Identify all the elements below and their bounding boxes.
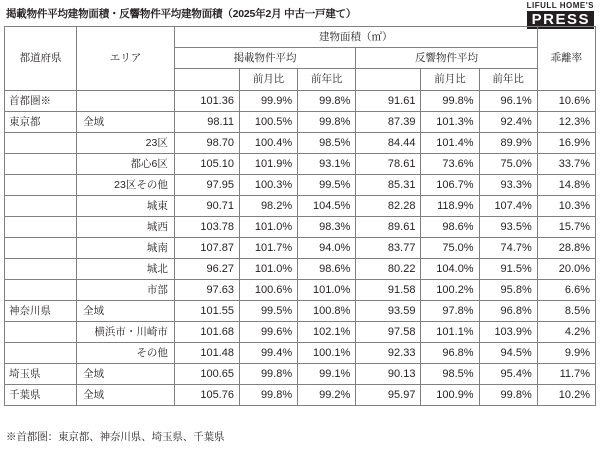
table-row [5, 259, 596, 280]
table-row [5, 112, 596, 133]
cell-prefecture: 首都圏※ [5, 91, 77, 112]
cell-listed-value: 100.65 [174, 364, 239, 385]
cell-response-mom: 101.4% [421, 133, 479, 154]
cell-response-yoy: 107.4% [479, 196, 537, 217]
cell-prefecture [5, 133, 77, 154]
cell-listed-mom: 98.2% [239, 196, 297, 217]
cell-listed-value: 97.95 [174, 175, 239, 196]
cell-area: 城北 [77, 259, 175, 280]
cell-listed-value: 107.87 [174, 238, 239, 259]
cell-listed-yoy: 99.8% [298, 112, 356, 133]
cell-response-value: 87.39 [356, 112, 421, 133]
cell-prefecture: 東京都 [5, 112, 77, 133]
cell-listed-yoy: 98.5% [298, 133, 356, 154]
cell-divergence: 11.7% [537, 364, 595, 385]
header-building-area: 建物面積（㎡） [174, 27, 537, 48]
header-response-mom: 前月比 [421, 69, 479, 91]
cell-area: 全域 [77, 364, 175, 385]
cell-listed-mom: 99.9% [239, 91, 297, 112]
cell-listed-yoy: 100.8% [298, 301, 356, 322]
table-row [5, 385, 596, 406]
cell-divergence: 16.9% [537, 133, 595, 154]
footnote: ※首都圏：東京都、神奈川県、埼玉県、千葉県 [6, 431, 225, 443]
cell-area: 城南 [77, 238, 175, 259]
cell-area: 市部 [77, 280, 175, 301]
cell-response-mom: 100.9% [421, 385, 479, 406]
cell-divergence: 33.7% [537, 154, 595, 175]
cell-divergence: 20.0% [537, 259, 595, 280]
cell-response-mom: 75.0% [421, 238, 479, 259]
table-row [5, 196, 596, 217]
cell-listed-value: 96.27 [174, 259, 239, 280]
cell-response-mom: 104.0% [421, 259, 479, 280]
cell-area [77, 91, 175, 112]
cell-response-mom: 98.5% [421, 364, 479, 385]
cell-response-yoy: 99.8% [479, 385, 537, 406]
cell-listed-yoy: 101.0% [298, 280, 356, 301]
cell-divergence: 15.7% [537, 217, 595, 238]
cell-listed-mom: 100.3% [239, 175, 297, 196]
cell-response-yoy: 75.0% [479, 154, 537, 175]
cell-area: 全域 [77, 385, 175, 406]
cell-prefecture [5, 175, 77, 196]
cell-prefecture [5, 196, 77, 217]
cell-response-mom: 96.8% [421, 343, 479, 364]
cell-response-yoy: 96.8% [479, 301, 537, 322]
table-row [5, 301, 596, 322]
cell-response-mom: 101.3% [421, 112, 479, 133]
cell-listed-yoy: 99.1% [298, 364, 356, 385]
cell-response-yoy: 96.1% [479, 91, 537, 112]
cell-response-yoy: 74.7% [479, 238, 537, 259]
cell-divergence: 14.8% [537, 175, 595, 196]
cell-response-value: 95.97 [356, 385, 421, 406]
cell-prefecture: 埼玉県 [5, 364, 77, 385]
cell-prefecture: 千葉県 [5, 385, 77, 406]
cell-response-yoy: 94.5% [479, 343, 537, 364]
cell-response-mom: 118.9% [421, 196, 479, 217]
table-row [5, 175, 596, 196]
building-area-table [4, 26, 596, 406]
table-body [5, 91, 596, 406]
cell-listed-mom: 101.0% [239, 217, 297, 238]
cell-response-mom: 99.8% [421, 91, 479, 112]
cell-listed-value: 101.68 [174, 322, 239, 343]
cell-response-yoy: 103.9% [479, 322, 537, 343]
cell-listed-value: 101.36 [174, 91, 239, 112]
cell-listed-value: 101.55 [174, 301, 239, 322]
cell-area: 23区 [77, 133, 175, 154]
cell-listed-yoy: 100.1% [298, 343, 356, 364]
cell-listed-yoy: 98.6% [298, 259, 356, 280]
table-row [5, 364, 596, 385]
cell-response-value: 78.61 [356, 154, 421, 175]
cell-divergence: 8.5% [537, 301, 595, 322]
cell-area: 23区その他 [77, 175, 175, 196]
header-prefecture: 都道府県 [5, 27, 77, 91]
cell-prefecture: 神奈川県 [5, 301, 77, 322]
brand-name-top: LIFULL HOME'S [526, 1, 594, 10]
cell-listed-value: 98.70 [174, 133, 239, 154]
cell-listed-mom: 101.0% [239, 259, 297, 280]
cell-response-value: 91.58 [356, 280, 421, 301]
cell-listed-yoy: 98.3% [298, 217, 356, 238]
cell-listed-yoy: 99.8% [298, 91, 356, 112]
cell-prefecture [5, 322, 77, 343]
page-title: 掲載物件平均建物面積・反響物件平均建物面積（2025年2月 中古一戸建て） [6, 8, 357, 20]
cell-response-mom: 101.1% [421, 322, 479, 343]
table-row [5, 238, 596, 259]
cell-listed-value: 97.63 [174, 280, 239, 301]
cell-response-yoy: 93.5% [479, 217, 537, 238]
cell-area: その他 [77, 343, 175, 364]
header-response-yoy: 前年比 [479, 69, 537, 91]
cell-listed-yoy: 104.5% [298, 196, 356, 217]
cell-response-mom: 98.6% [421, 217, 479, 238]
header-response-average: 反響物件平均 [356, 48, 537, 69]
header-listed-mom: 前月比 [239, 69, 297, 91]
header-listed-average: 掲載物件平均 [174, 48, 355, 69]
cell-response-value: 90.13 [356, 364, 421, 385]
cell-divergence: 9.9% [537, 343, 595, 364]
cell-area: 城西 [77, 217, 175, 238]
cell-response-value: 93.59 [356, 301, 421, 322]
cell-listed-mom: 100.6% [239, 280, 297, 301]
table-row [5, 91, 596, 112]
cell-divergence: 28.8% [537, 238, 595, 259]
table-row [5, 133, 596, 154]
cell-response-yoy: 95.4% [479, 364, 537, 385]
cell-area: 全域 [77, 112, 175, 133]
cell-response-value: 92.33 [356, 343, 421, 364]
cell-listed-mom: 99.4% [239, 343, 297, 364]
cell-listed-yoy: 93.1% [298, 154, 356, 175]
cell-listed-yoy: 102.1% [298, 322, 356, 343]
cell-listed-mom: 99.8% [239, 364, 297, 385]
cell-response-yoy: 93.3% [479, 175, 537, 196]
cell-listed-mom: 101.9% [239, 154, 297, 175]
cell-area: 都心6区 [77, 154, 175, 175]
header-divergence-rate: 乖離率 [537, 27, 595, 91]
cell-response-mom: 100.2% [421, 280, 479, 301]
cell-area: 全域 [77, 301, 175, 322]
cell-listed-value: 103.78 [174, 217, 239, 238]
cell-response-yoy: 89.9% [479, 133, 537, 154]
cell-divergence: 4.2% [537, 322, 595, 343]
cell-listed-mom: 101.7% [239, 238, 297, 259]
header-listed-yoy: 前年比 [298, 69, 356, 91]
cell-response-value: 82.28 [356, 196, 421, 217]
header-area: エリア [77, 27, 175, 91]
table-row [5, 154, 596, 175]
brand-name-press: PRESS [527, 11, 594, 29]
cell-listed-value: 98.11 [174, 112, 239, 133]
cell-listed-yoy: 99.2% [298, 385, 356, 406]
cell-response-yoy: 91.5% [479, 259, 537, 280]
cell-divergence: 10.2% [537, 385, 595, 406]
cell-divergence: 12.3% [537, 112, 595, 133]
header-response-value [356, 69, 421, 91]
cell-listed-value: 105.10 [174, 154, 239, 175]
table-row [5, 280, 596, 301]
header-listed-value [174, 69, 239, 91]
table-header-row-1 [5, 27, 596, 48]
cell-listed-value: 105.76 [174, 385, 239, 406]
cell-prefecture [5, 154, 77, 175]
cell-listed-value: 101.48 [174, 343, 239, 364]
cell-prefecture [5, 217, 77, 238]
table-row [5, 343, 596, 364]
cell-listed-mom: 99.5% [239, 301, 297, 322]
cell-response-value: 83.77 [356, 238, 421, 259]
cell-response-yoy: 95.8% [479, 280, 537, 301]
cell-response-value: 80.22 [356, 259, 421, 280]
cell-prefecture [5, 280, 77, 301]
cell-listed-mom: 100.5% [239, 112, 297, 133]
cell-response-mom: 73.6% [421, 154, 479, 175]
cell-listed-value: 90.71 [174, 196, 239, 217]
cell-response-value: 89.61 [356, 217, 421, 238]
cell-response-value: 85.31 [356, 175, 421, 196]
cell-response-value: 84.44 [356, 133, 421, 154]
cell-area: 城東 [77, 196, 175, 217]
cell-area: 横浜市・川崎市 [77, 322, 175, 343]
cell-divergence: 6.6% [537, 280, 595, 301]
cell-prefecture [5, 259, 77, 280]
cell-response-yoy: 92.4% [479, 112, 537, 133]
table-row [5, 322, 596, 343]
table-row [5, 217, 596, 238]
cell-listed-yoy: 94.0% [298, 238, 356, 259]
cell-prefecture [5, 343, 77, 364]
cell-divergence: 10.3% [537, 196, 595, 217]
cell-response-value: 91.61 [356, 91, 421, 112]
cell-divergence: 10.6% [537, 91, 595, 112]
cell-response-mom: 106.7% [421, 175, 479, 196]
brand-logo [527, 2, 594, 29]
cell-prefecture [5, 238, 77, 259]
cell-listed-mom: 100.4% [239, 133, 297, 154]
cell-response-mom: 97.8% [421, 301, 479, 322]
cell-response-value: 97.58 [356, 322, 421, 343]
cell-listed-yoy: 99.5% [298, 175, 356, 196]
cell-listed-mom: 99.6% [239, 322, 297, 343]
cell-listed-mom: 99.8% [239, 385, 297, 406]
